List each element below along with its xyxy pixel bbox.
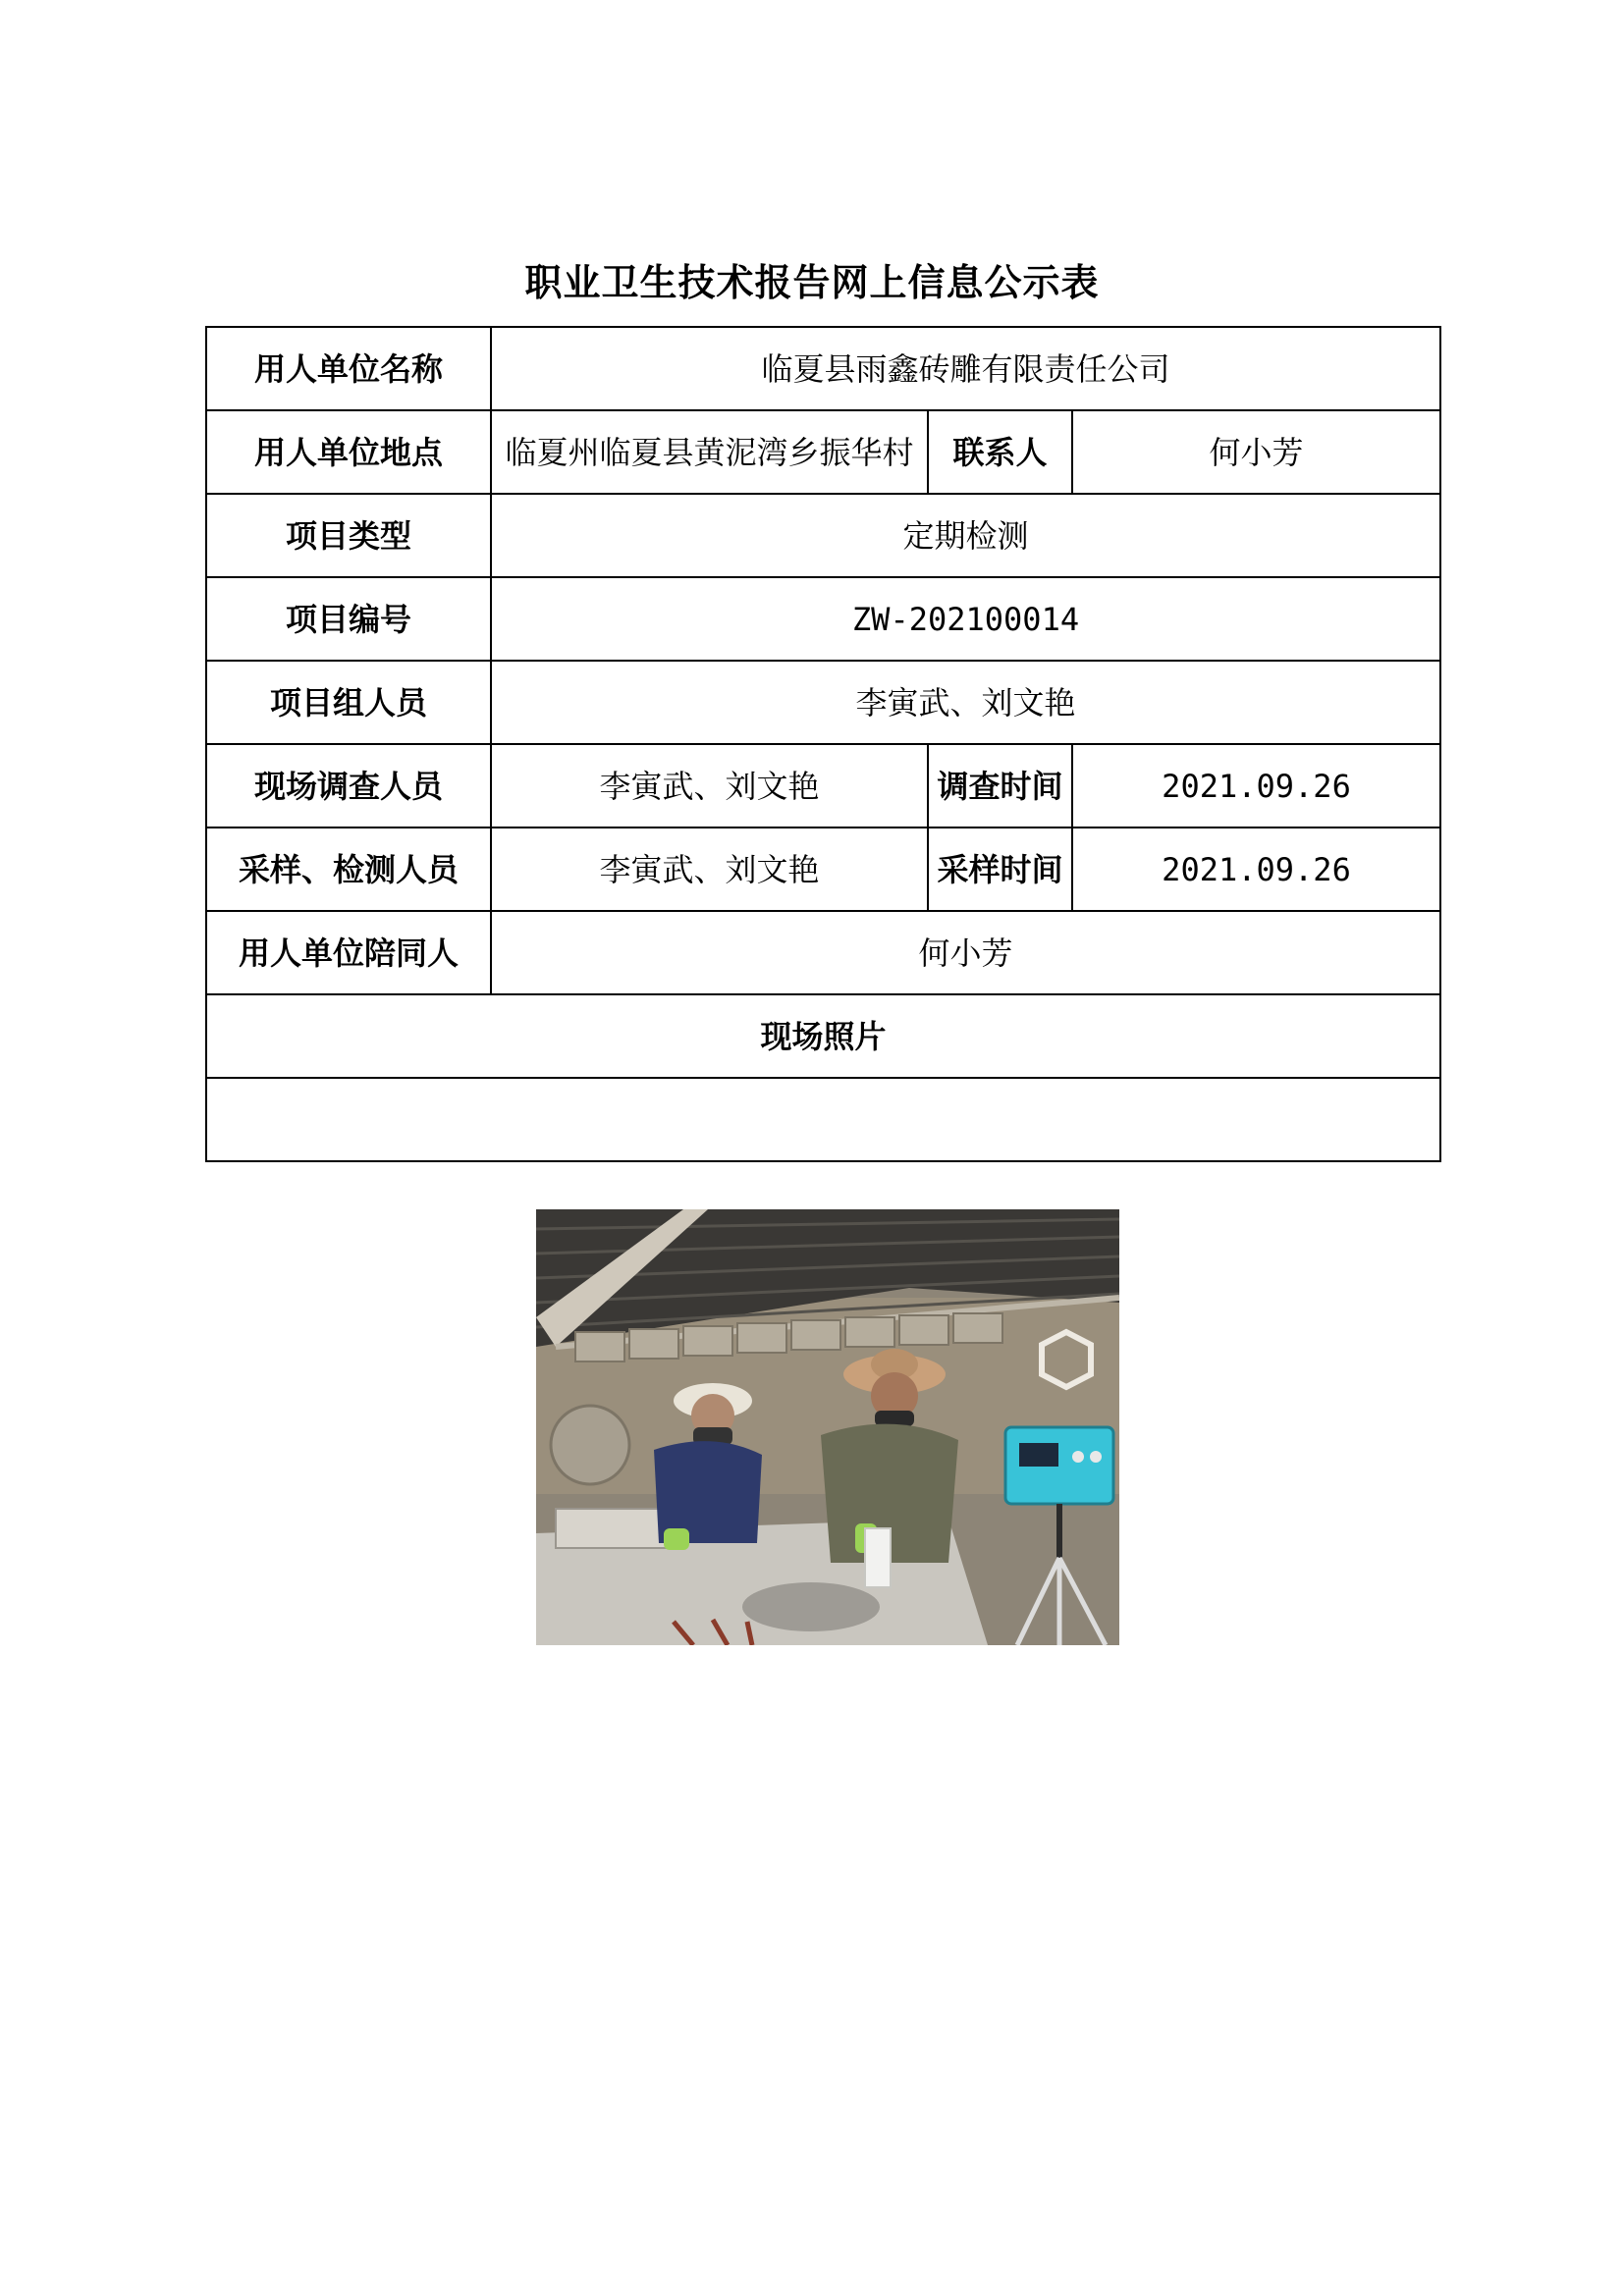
sampling-time-value: 2021.09.26 <box>1072 828 1440 911</box>
sampling-time-label: 采样时间 <box>928 828 1072 911</box>
info-table <box>205 326 1441 1162</box>
employer-address-label: 用人单位地点 <box>206 410 491 494</box>
project-team-label: 项目组人员 <box>206 661 491 744</box>
employer-address-value: 临夏州临夏县黄泥湾乡振华村 <box>491 410 928 494</box>
escort-label: 用人单位陪同人 <box>206 911 491 994</box>
document-title: 职业卫生技术报告网上信息公示表 <box>524 261 1100 304</box>
employer-name-value: 临夏县雨鑫砖雕有限责任公司 <box>491 327 1440 410</box>
contact-value: 何小芳 <box>1072 410 1440 494</box>
project-number-value: ZW-202100014 <box>491 577 1440 661</box>
site-photo <box>536 1209 1119 1645</box>
contact-label: 联系人 <box>928 410 1072 494</box>
site-photo-illustration <box>536 1209 1119 1645</box>
survey-time-value: 2021.09.26 <box>1072 744 1440 828</box>
row-sampling <box>206 828 1440 911</box>
survey-time-label: 调查时间 <box>928 744 1072 828</box>
project-type-value: 定期检测 <box>491 494 1440 577</box>
row-project-team <box>206 661 1440 744</box>
photos-header: 现场照片 <box>206 994 1440 1078</box>
row-employer-address <box>206 410 1440 494</box>
site-survey-label: 现场调查人员 <box>206 744 491 828</box>
row-project-type <box>206 494 1440 577</box>
project-number-label: 项目编号 <box>206 577 491 661</box>
sampling-value: 李寅武、刘文艳 <box>491 828 928 911</box>
project-type-label: 项目类型 <box>206 494 491 577</box>
row-escort <box>206 911 1440 994</box>
escort-value: 何小芳 <box>491 911 1440 994</box>
project-team-value: 李寅武、刘文艳 <box>491 661 1440 744</box>
row-site-survey <box>206 744 1440 828</box>
row-employer-name <box>206 327 1440 410</box>
row-project-number <box>206 577 1440 661</box>
row-photos-header <box>206 994 1440 1078</box>
site-survey-value: 李寅武、刘文艳 <box>491 744 928 828</box>
photo-cell <box>206 1078 1440 1161</box>
sampling-label: 采样、检测人员 <box>206 828 491 911</box>
employer-name-label: 用人单位名称 <box>206 327 491 410</box>
row-photos <box>206 1078 1440 1161</box>
